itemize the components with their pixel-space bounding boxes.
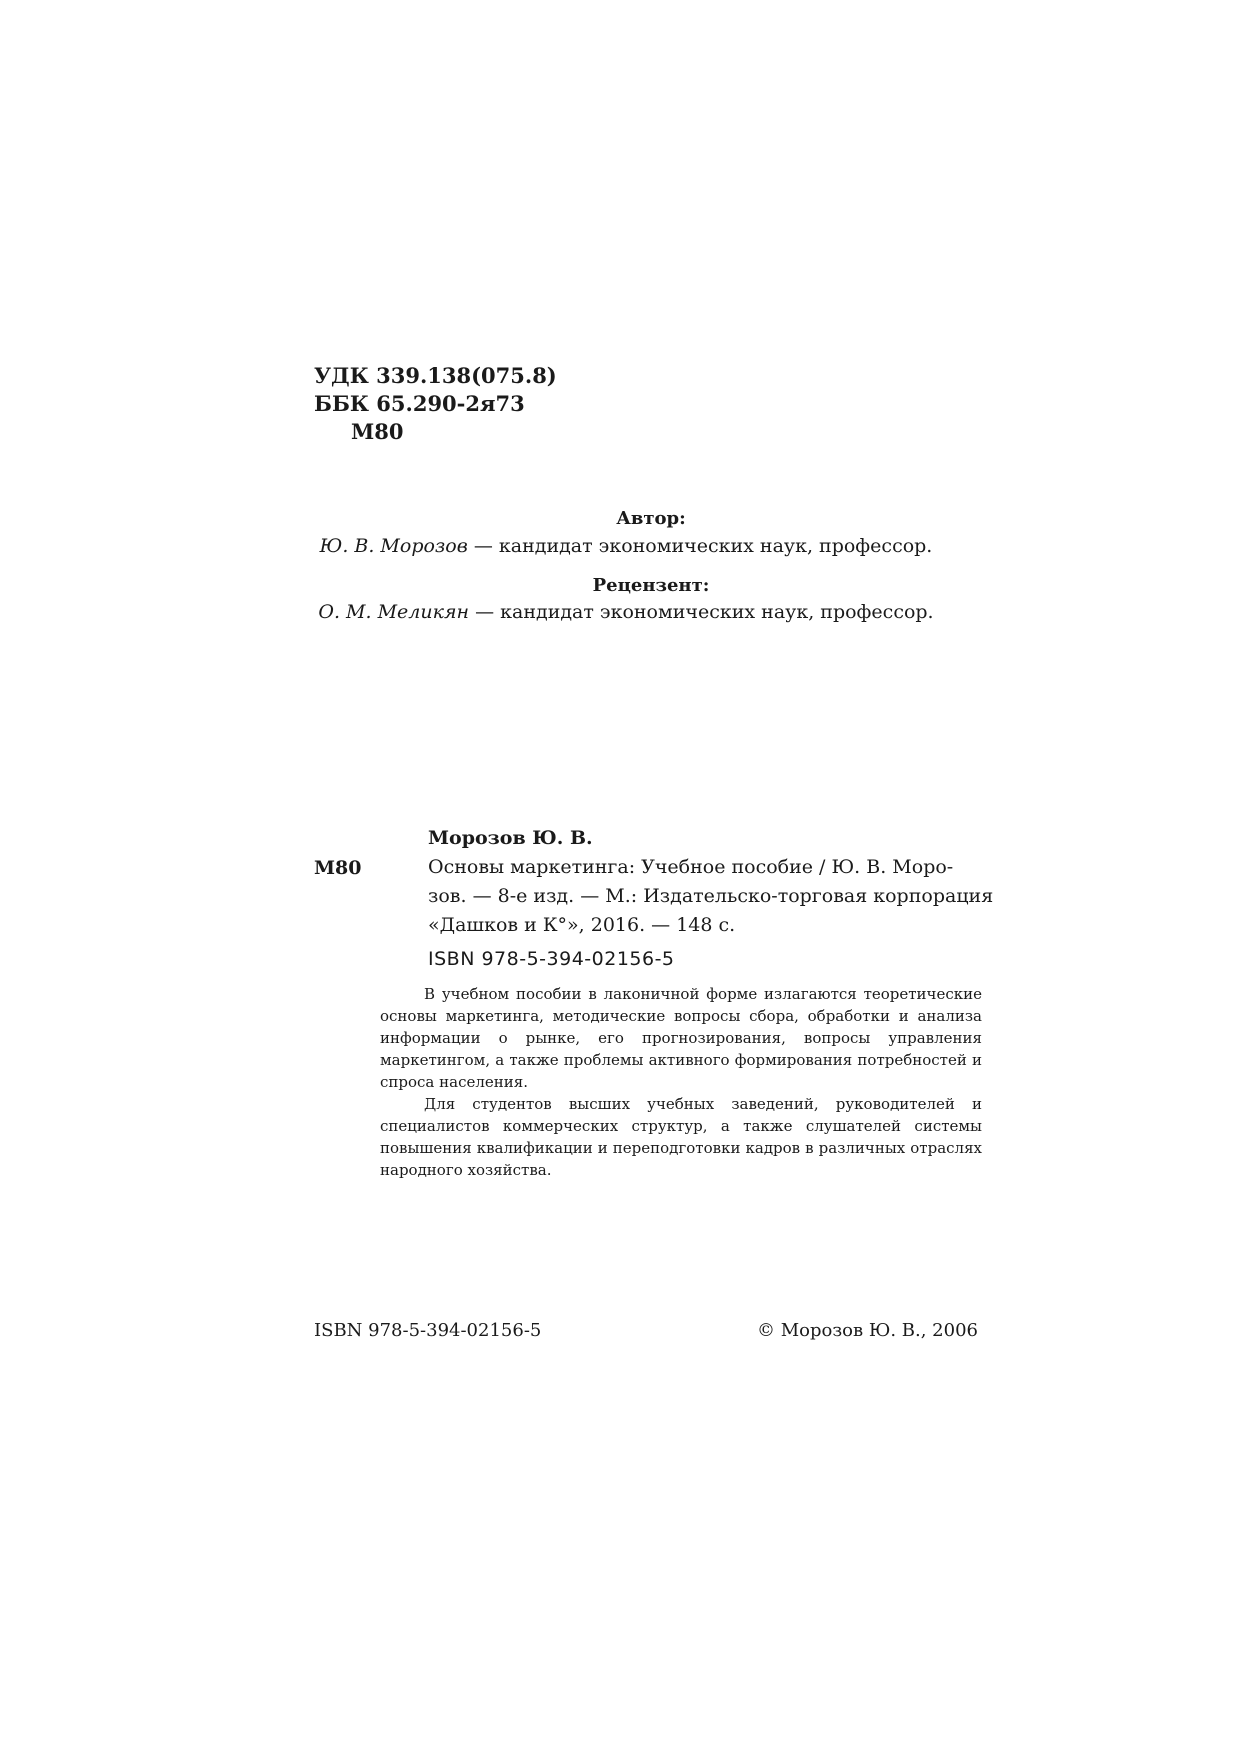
reviewer-line xyxy=(276,601,976,623)
bib-code: М80 xyxy=(314,857,362,879)
bib-isbn: ISBN 978-5-394-02156-5 xyxy=(428,948,675,970)
bib-description-line1: Основы маркетинга: Учебное пособие / Ю. В. Моро- xyxy=(428,856,954,878)
udk-code: УДК 339.138(075.8) xyxy=(314,363,557,388)
abstract-paragraph-1: В учебном пособии в лаконичной форме излагаются теоретические основы маркетинга, методические вопросы сбора, обработки и анализа информации о рынке, его прогнозирования, вопросы управления маркетингом, а также проблемы активного формирования потребностей и спроса населения. xyxy=(380,985,982,1091)
author-sign: М80 xyxy=(351,419,404,444)
footer-copyright: © Морозов Ю. В., 2006 xyxy=(757,1320,978,1341)
author-heading: Автор: xyxy=(616,508,686,529)
bib-description-line2: зов. — 8-е изд. — М.: Издательско-торговая корпорация xyxy=(428,885,994,907)
bib-author: Морозов Ю. В. xyxy=(428,827,593,849)
abstract xyxy=(380,983,982,1181)
reviewer-heading: Рецензент: xyxy=(592,575,710,596)
footer-isbn: ISBN 978-5-394-02156-5 xyxy=(314,1320,542,1341)
bbk-code: ББК 65.290-2я73 xyxy=(314,391,525,416)
abstract-paragraph-2: Для студентов высших учебных заведений, руководителей и специалистов коммерческих структур, а также слушателей системы повышения квалификации и переподготовки кадров в различных отраслях народного хозяйства. xyxy=(380,1095,982,1179)
author-line xyxy=(276,535,976,557)
author-name: Ю. В. Морозов xyxy=(319,535,468,557)
author-description: — кандидат экономических наук, профессор. xyxy=(467,535,933,557)
reviewer-name: О. М. Меликян xyxy=(318,601,470,623)
reviewer-description: — кандидат экономических наук, профессор. xyxy=(469,601,934,623)
bib-description-line3: «Дашков и К°», 2016. — 148 с. xyxy=(428,914,736,936)
